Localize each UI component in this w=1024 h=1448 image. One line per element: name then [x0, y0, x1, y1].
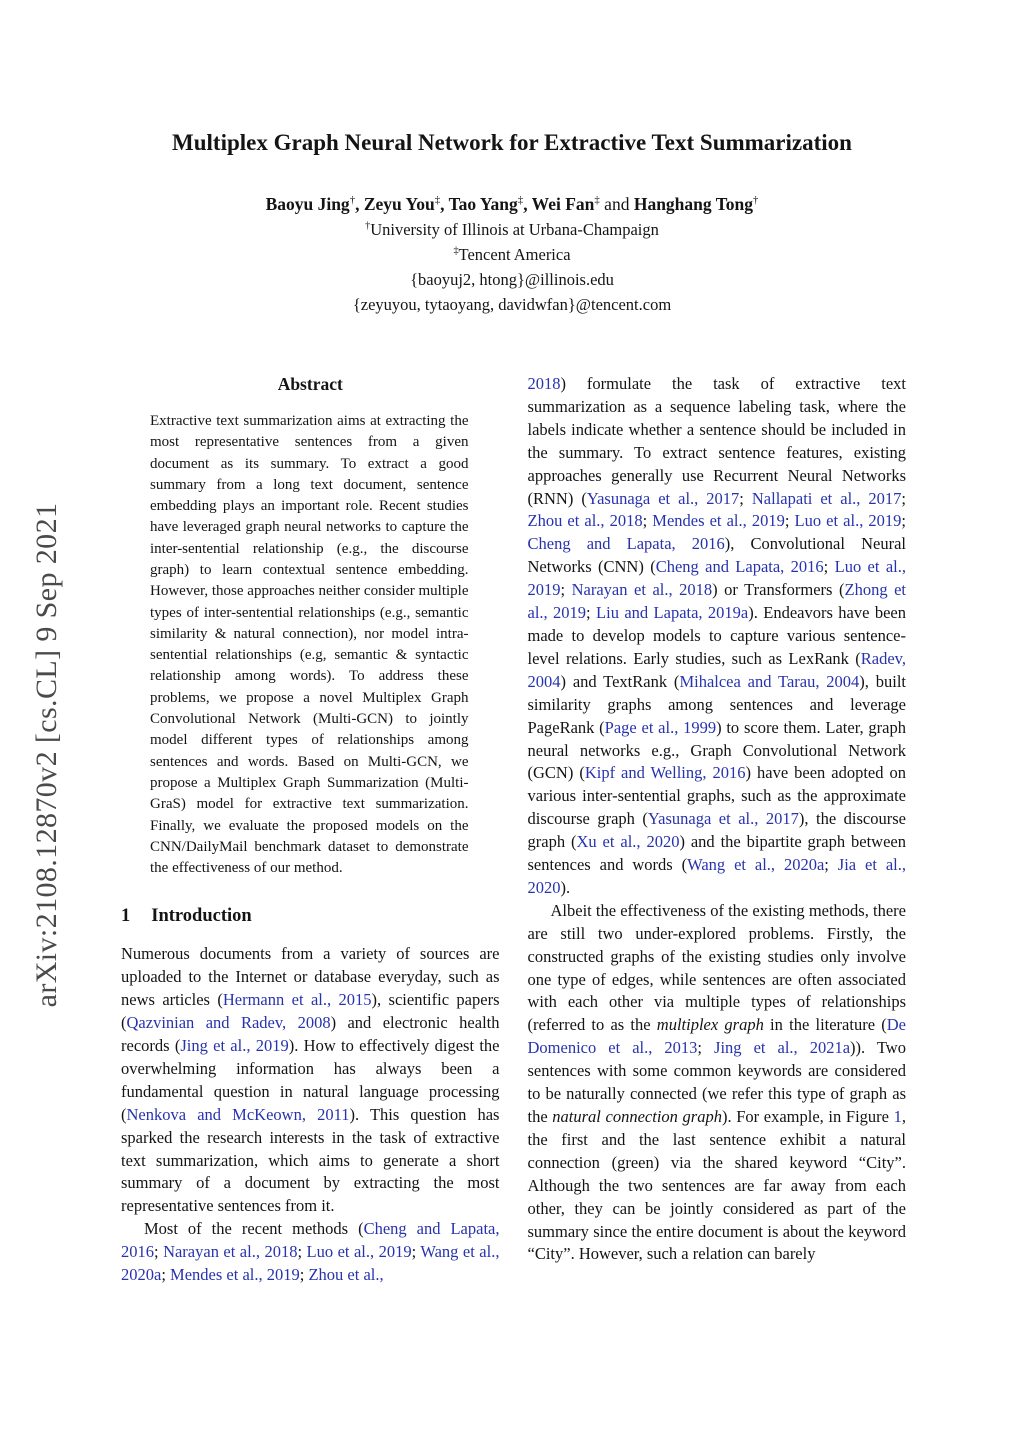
text-segment: ) or Transformers (: [712, 580, 845, 600]
text-segment: ;: [161, 1265, 171, 1285]
text-segment: ;: [299, 1265, 309, 1285]
text-segment: Hanghang Tong: [633, 194, 753, 214]
text-segment: , the first and the last sentence exhibit a natural connection (green) via the shared keyword “City”. Although the two sentences are far away from each other, they can be jointly considered as part of the summary since the entire document is about the keyword “City”. However, such a relation can barely: [527, 1107, 906, 1264]
text-segment: ).: [560, 877, 571, 897]
text-segment: University of Illinois at Urbana-Champaign: [370, 220, 659, 239]
text-segment: ‡: [517, 194, 524, 207]
citation-link[interactable]: Narayan et al., 2018: [163, 1242, 298, 1262]
text-segment: Numerous documents from a variety of sources are uploaded to the Internet or database everyday, such as news articles (: [121, 944, 500, 1010]
text-segment: ,: [440, 194, 449, 214]
text-segment: ;: [297, 1242, 307, 1262]
left-column: [121, 373, 500, 1287]
citation-link[interactable]: Hermann et al., 2015: [222, 990, 372, 1010]
citation-link[interactable]: Mendes et al., 2019: [170, 1265, 300, 1285]
citation-link[interactable]: Cheng and Lapata, 2016: [655, 557, 824, 577]
section-number: 1: [121, 906, 131, 927]
abstract-text: Extractive text summarization aims at extracting the most representative sentences from a given document as its summary. To extract a good summary from a long text document, sentence embedding plays an important role. Recent studies have leveraged graph neural networks to capture the inter-sentential relationship (e.g., the discourse graph) to learn contextual sentence embedding. However, those approaches neither consider multiple types of inter-sentential relationships (e.g., semantic similarity & natural connection), nor model intra-sentential relationships (e.g, semantic & syntactic relationship among words). To address these problems, we propose a novel Multiplex Graph Convolutional Network (Multi-GCN) to jointly model different types of relationships among sentences and words. Based on Multi-GCN, we propose a Multiplex Graph Summarization (Multi-GraS) model for extractive text summarization. Finally, we evaluate the proposed models on the CNN/DailyMail benchmark dataset to demonstrate the effectiveness of our method.: [150, 412, 469, 877]
text-segment: ;: [586, 603, 597, 623]
citation-link[interactable]: Jia et al., 2020: [527, 855, 906, 897]
right-paragraph-2: [528, 900, 907, 1267]
text-segment: ). This question has sparked the research interests in the task of extractive text summarization, which aims to generate a short summary of a document by extracting the most representative sentences from it.: [121, 1104, 500, 1216]
citation-link[interactable]: De Domenico et al., 2013: [527, 1015, 906, 1058]
text-segment: ‡: [434, 194, 441, 207]
text-segment: ). Endeavors have been made to develop models to capture various sentence-level relations. Early studies, such as LexRank (: [527, 603, 906, 668]
text-segment: Wei Fan: [531, 194, 595, 214]
text-segment: ,: [523, 194, 532, 214]
text-segment: ) and the bipartite graph between sentences and words (: [527, 832, 906, 875]
citation-link[interactable]: Yasunaga et al., 2017: [647, 809, 799, 829]
text-segment: ). For example, in Figure: [721, 1107, 894, 1126]
citation-link[interactable]: Page et al., 1999: [604, 717, 717, 737]
paper-header: [0, 0, 1024, 317]
citation-link[interactable]: 1: [893, 1107, 902, 1126]
citation-link[interactable]: Zhou et al.,: [308, 1265, 384, 1285]
citation-link[interactable]: 2018: [527, 374, 561, 393]
section-heading-introduction: [121, 905, 500, 928]
two-column-body: [121, 373, 906, 1287]
text-segment: ;: [823, 557, 835, 577]
text-segment: ;: [154, 1242, 164, 1262]
arxiv-watermark: arXiv:2108.12870v2 [cs.CL] 9 Sep 2021: [30, 502, 63, 1008]
citation-link[interactable]: Radev, 2004: [527, 648, 906, 691]
citation-link[interactable]: Nallapati et al., 2017: [751, 488, 902, 508]
text-segment: ;: [901, 488, 907, 508]
citation-link[interactable]: Narayan et al., 2018: [571, 580, 713, 600]
text-segment: multiplex graph: [656, 1015, 764, 1035]
citation-link[interactable]: Yasunaga et al., 2017: [586, 488, 740, 508]
citation-link[interactable]: Wang et al., 2020a: [121, 1242, 500, 1285]
text-segment: ), Convolutional Neural Networks (CNN) (: [527, 534, 906, 577]
text-segment: Zeyu You: [363, 194, 435, 214]
text-segment: ), the discourse graph (: [527, 809, 906, 852]
citation-link[interactable]: Luo et al., 2019: [306, 1242, 412, 1262]
citation-link[interactable]: Luo et al., 2019: [527, 557, 906, 600]
abstract-section: [121, 373, 500, 879]
section-title: Introduction: [151, 906, 252, 927]
text-segment: Most of the recent methods (: [144, 1219, 364, 1239]
text-segment: Tencent America: [458, 245, 571, 264]
text-segment: ) formulate the task of extractive text summarization as a sequence labeling task, where the labels indicate whether a sentence should be included in the summary. To extract sentence features, existing approaches generally use Recurrent Neural Networks (RNN) (: [527, 374, 906, 508]
text-segment: †: [753, 194, 759, 207]
text-segment: in the literature (: [763, 1015, 887, 1035]
text-segment: ;: [697, 1038, 715, 1058]
text-segment: ;: [784, 511, 795, 531]
intro-paragraph-1: [121, 943, 500, 1218]
citation-link[interactable]: Kipf and Welling, 2016: [584, 763, 746, 783]
text-segment: ) to score them. Later, graph neural networks e.g., Graph Convolutional Network (GCN) (: [527, 717, 906, 783]
right-paragraph-1: [528, 373, 907, 900]
text-segment: and: [599, 194, 634, 214]
text-segment: †: [349, 194, 356, 207]
email-line-tencent: {zeyuyou, tytaoyang, davidwfan}@tencent.com: [352, 295, 672, 314]
citation-link[interactable]: Mendes et al., 2019: [652, 511, 785, 531]
citation-link[interactable]: Cheng and Lapata, 2016: [121, 1219, 500, 1262]
citation-link[interactable]: Wang et al., 2020a: [687, 855, 825, 875]
text-segment: ;: [739, 488, 752, 508]
affiliation-tencent: [0, 242, 1024, 267]
text-segment: ,: [355, 194, 364, 214]
text-segment: ). How to effectively digest the overwhelming information has always been a fundamental question in natural language processing (: [121, 1035, 500, 1124]
affiliation-uiuc: [0, 217, 1024, 242]
text-segment: ) and electronic health records (: [121, 1013, 500, 1055]
text-segment: ;: [824, 855, 838, 875]
paper-title: Multiplex Graph Neural Network for Extractive Text Summarization: [172, 130, 852, 155]
citation-link[interactable]: Cheng and Lapata, 2016: [527, 534, 725, 554]
abstract-heading: Abstract: [277, 374, 343, 394]
text-segment: ‡: [594, 194, 600, 207]
citation-link[interactable]: Zhou et al., 2018: [527, 511, 643, 531]
text-segment: †: [365, 220, 371, 232]
text-segment: ;: [642, 511, 653, 531]
text-segment: ) have been adopted on various inter-sentential graphs, such as the approximate discourse graph (: [527, 763, 906, 829]
text-segment: Albeit the effectiveness of the existing methods, there are still two under-explored problems. Firstly, the constructed graphs of the existing studies only involve one type of edges, while sentences are often associated with each other via multiple types of relationships (referred to as the: [527, 900, 906, 1035]
text-segment: ;: [411, 1242, 421, 1262]
citation-link[interactable]: Qazvinian and Radev, 2008: [126, 1013, 331, 1033]
citation-link[interactable]: Zhong et al., 2019: [527, 580, 906, 623]
text-segment: ;: [560, 580, 572, 600]
email-line-illinois: {baoyuj2, htong}@illinois.edu: [410, 270, 614, 289]
citation-link[interactable]: Liu and Lapata, 2019a: [596, 603, 749, 623]
text-segment: ‡: [453, 245, 459, 257]
text-segment: ), scientific papers (: [121, 990, 500, 1033]
text-segment: ) and TextRank (: [560, 671, 680, 691]
citation-link[interactable]: Xu et al., 2020: [576, 832, 680, 852]
text-segment: Tao Yang: [448, 194, 518, 214]
citation-link[interactable]: Jing et al., 2021a: [714, 1038, 851, 1058]
citation-link[interactable]: Luo et al., 2019: [794, 511, 902, 531]
text-segment: )). Two sentences with some common keywords are considered to be naturally connected (we refer this type of graph as the: [527, 1038, 906, 1126]
authors-line: [0, 192, 1024, 217]
citation-link[interactable]: Jing et al., 2019: [180, 1035, 289, 1055]
citation-link[interactable]: Nenkova and McKeown, 2011: [126, 1104, 350, 1124]
text-segment: Baoyu Jing: [265, 194, 350, 214]
text-segment: ), built similarity graphs among sentences and leverage PageRank (: [527, 671, 907, 737]
intro-paragraph-2: [121, 1218, 500, 1287]
right-column: [528, 373, 907, 1287]
text-segment: ;: [901, 511, 906, 531]
text-segment: natural connection graph: [552, 1107, 722, 1126]
citation-link[interactable]: Mihalcea and Tarau, 2004: [679, 671, 860, 691]
